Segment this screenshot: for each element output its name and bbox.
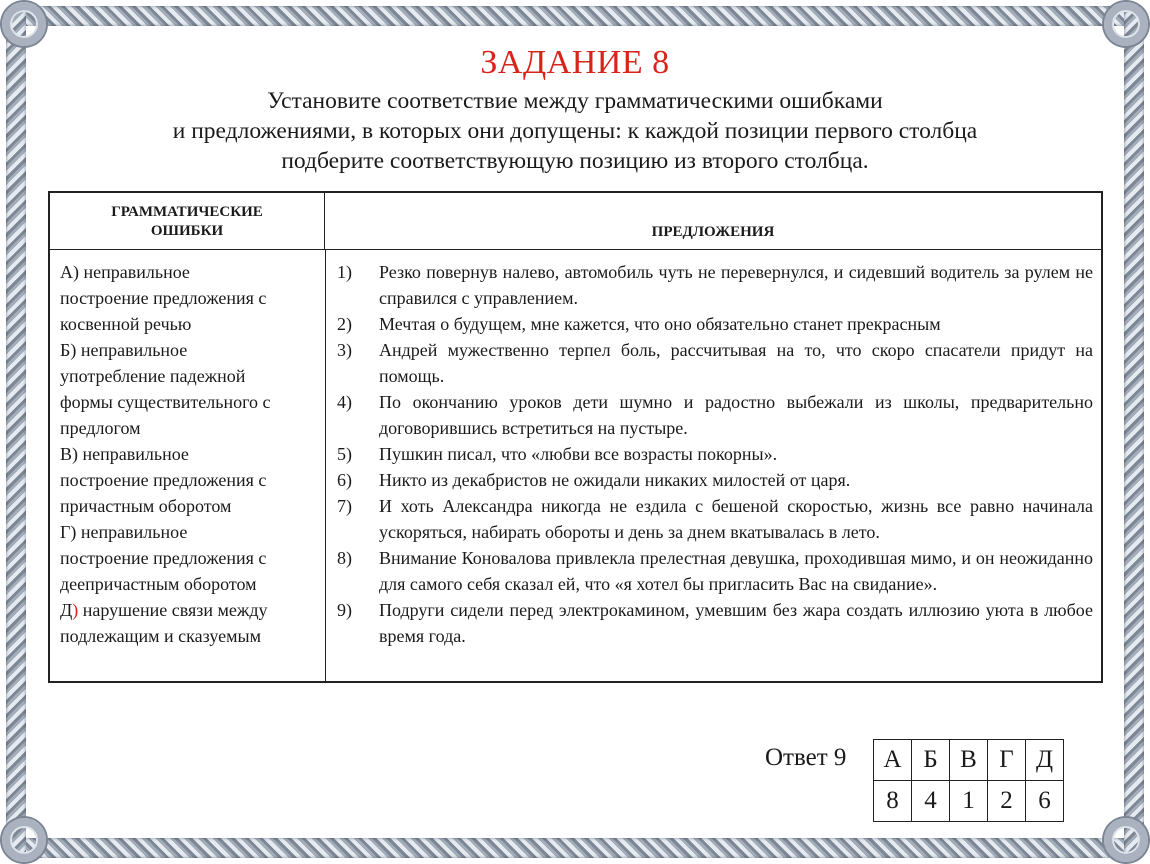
rope-knot-icon [2,2,46,46]
sentence-number: 3) [337,340,352,360]
error-text: построение предложения с [60,548,267,568]
answer-letters-row [874,740,1064,781]
error-text: формы существительного с [60,392,271,412]
page-title: ЗАДАНИЕ 8 [480,44,670,81]
sentence-number: 5) [337,444,352,464]
error-text: построение предложения с [60,470,267,490]
answer-table [873,739,1064,822]
sentence-text: Мечтая о будущем, мне кажется, что оно обязательно станет прекрасным [379,314,941,334]
error-text: подлежащим и сказуемым [60,626,261,646]
sentence-text: Резко повернув налево, автомобиль чуть не перевернулся, и сидевший водитель за рулем не справился с управлением. [379,262,1093,308]
error-text: неправильное [82,444,189,464]
rope-knot-icon [1104,818,1148,862]
sentence-number: 4) [337,392,352,412]
column-divider [325,250,326,681]
rope-knot-icon [2,818,46,862]
sentence-number: 1) [337,262,352,282]
answer-values-row [874,781,1064,822]
rope-knot-icon [1104,2,1148,46]
answer-letter-cell: Б [912,740,950,781]
errors-list [60,259,315,649]
errors-column-header [50,193,325,250]
error-text: неправильное [83,262,190,282]
error-text: косвенной речью [60,314,192,334]
answer-value-cell: 8 [874,781,912,822]
error-text: неправильное [80,340,188,360]
answer-value-cell: 2 [988,781,1026,822]
error-text: употребление падежной [60,366,246,386]
sentence-number: 2) [337,314,352,334]
sentence-item [337,493,1093,545]
rope-border-right [1124,10,1144,854]
answer-value-cell: 6 [1026,781,1064,822]
error-text: построение предложения с [60,288,267,308]
sentence-text: Пушкин писал, что «любви все возрасты покорны». [379,444,778,464]
sentence-text: Подруги сидели перед электрокамином, умевшим без жара создать иллюзию уюта в любое время года. [379,600,1093,646]
rope-border-left [6,10,26,854]
answer-letter-cell: В [950,740,988,781]
rope-border-bottom [10,838,1140,858]
task-instruction [150,86,1000,176]
error-item-d [60,597,315,649]
error-text: причастным оборотом [60,496,232,516]
rope-border-top [10,6,1140,26]
sentence-item [337,597,1093,649]
sentence-item [337,441,1093,467]
sentence-number: 9) [337,600,352,620]
error-letter: В) [60,444,78,464]
sentence-text: По окончанию уроков дети шумно и радостно выбежали из школы, предварительно договорившись встретиться на пустыре. [379,392,1093,438]
error-item-v [60,441,315,519]
sentence-text: Андрей мужественно терпел боль, рассчитывая на то, что скоро спасатели придут на помощь. [379,340,1093,386]
answer-letter-cell: А [874,740,912,781]
error-item-g [60,519,315,597]
error-letter: Б) [60,340,77,360]
error-item-a [60,259,315,337]
error-text: деепричастным оборотом [60,574,257,594]
answer-value-cell: 1 [950,781,988,822]
sentence-item [337,337,1093,389]
sentences-list [337,259,1093,649]
error-letter: А) [60,262,79,282]
sentence-item [337,545,1093,597]
errors-header-line: ОШИБКИ [150,223,224,239]
answer-letter-cell: Д [1026,740,1064,781]
error-letter: Г) [60,522,77,542]
instruction-line: подберите соответствующую позицию из второго столбца. [281,148,869,174]
sentence-number: 6) [337,470,352,490]
sentence-item [337,389,1093,441]
sentence-text: Никто из декабристов не ожидали никаких милостей от царя. [379,470,851,490]
error-item-b [60,337,315,441]
error-text: неправильное [80,522,188,542]
sentence-text: Внимание Коновалова привлекла прелестная девушка, проходившая мимо, и он неожиданно для самого себя сказал ей, что «я хотел бы пригласить Вас на свидание». [379,548,1093,594]
instruction-line: Установите соответствие между грамматическими ошибками [267,88,883,114]
error-text: предлогом [60,418,141,438]
sentence-item [337,311,1093,337]
sentence-text: И хоть Александра никогда не ездила с бешеной скоростью, жизнь все равно начинала ускоряться, набирать обороты и день за днем вкатывалась в лето. [379,496,1093,542]
answer-letter-cell: Г [988,740,1026,781]
answer-value-cell: 4 [912,781,950,822]
sentence-item [337,259,1093,311]
error-letter-paren: ) [72,600,79,620]
instruction-line: и предложениями, в которых они допущены: к каждой позиции первого столбца [172,118,978,144]
errors-header-line: ГРАММАТИЧЕСКИЕ [111,204,263,220]
matching-table [48,191,1103,683]
error-text: нарушение связи между [82,600,268,620]
sentences-column-header: ПРЕДЛОЖЕНИЯ [325,193,1101,250]
sentence-number: 7) [337,496,352,516]
sentence-item [337,467,1093,493]
sentence-number: 8) [337,548,352,568]
error-letter: Д [60,600,73,620]
answer-label: Ответ 9 [765,744,847,771]
